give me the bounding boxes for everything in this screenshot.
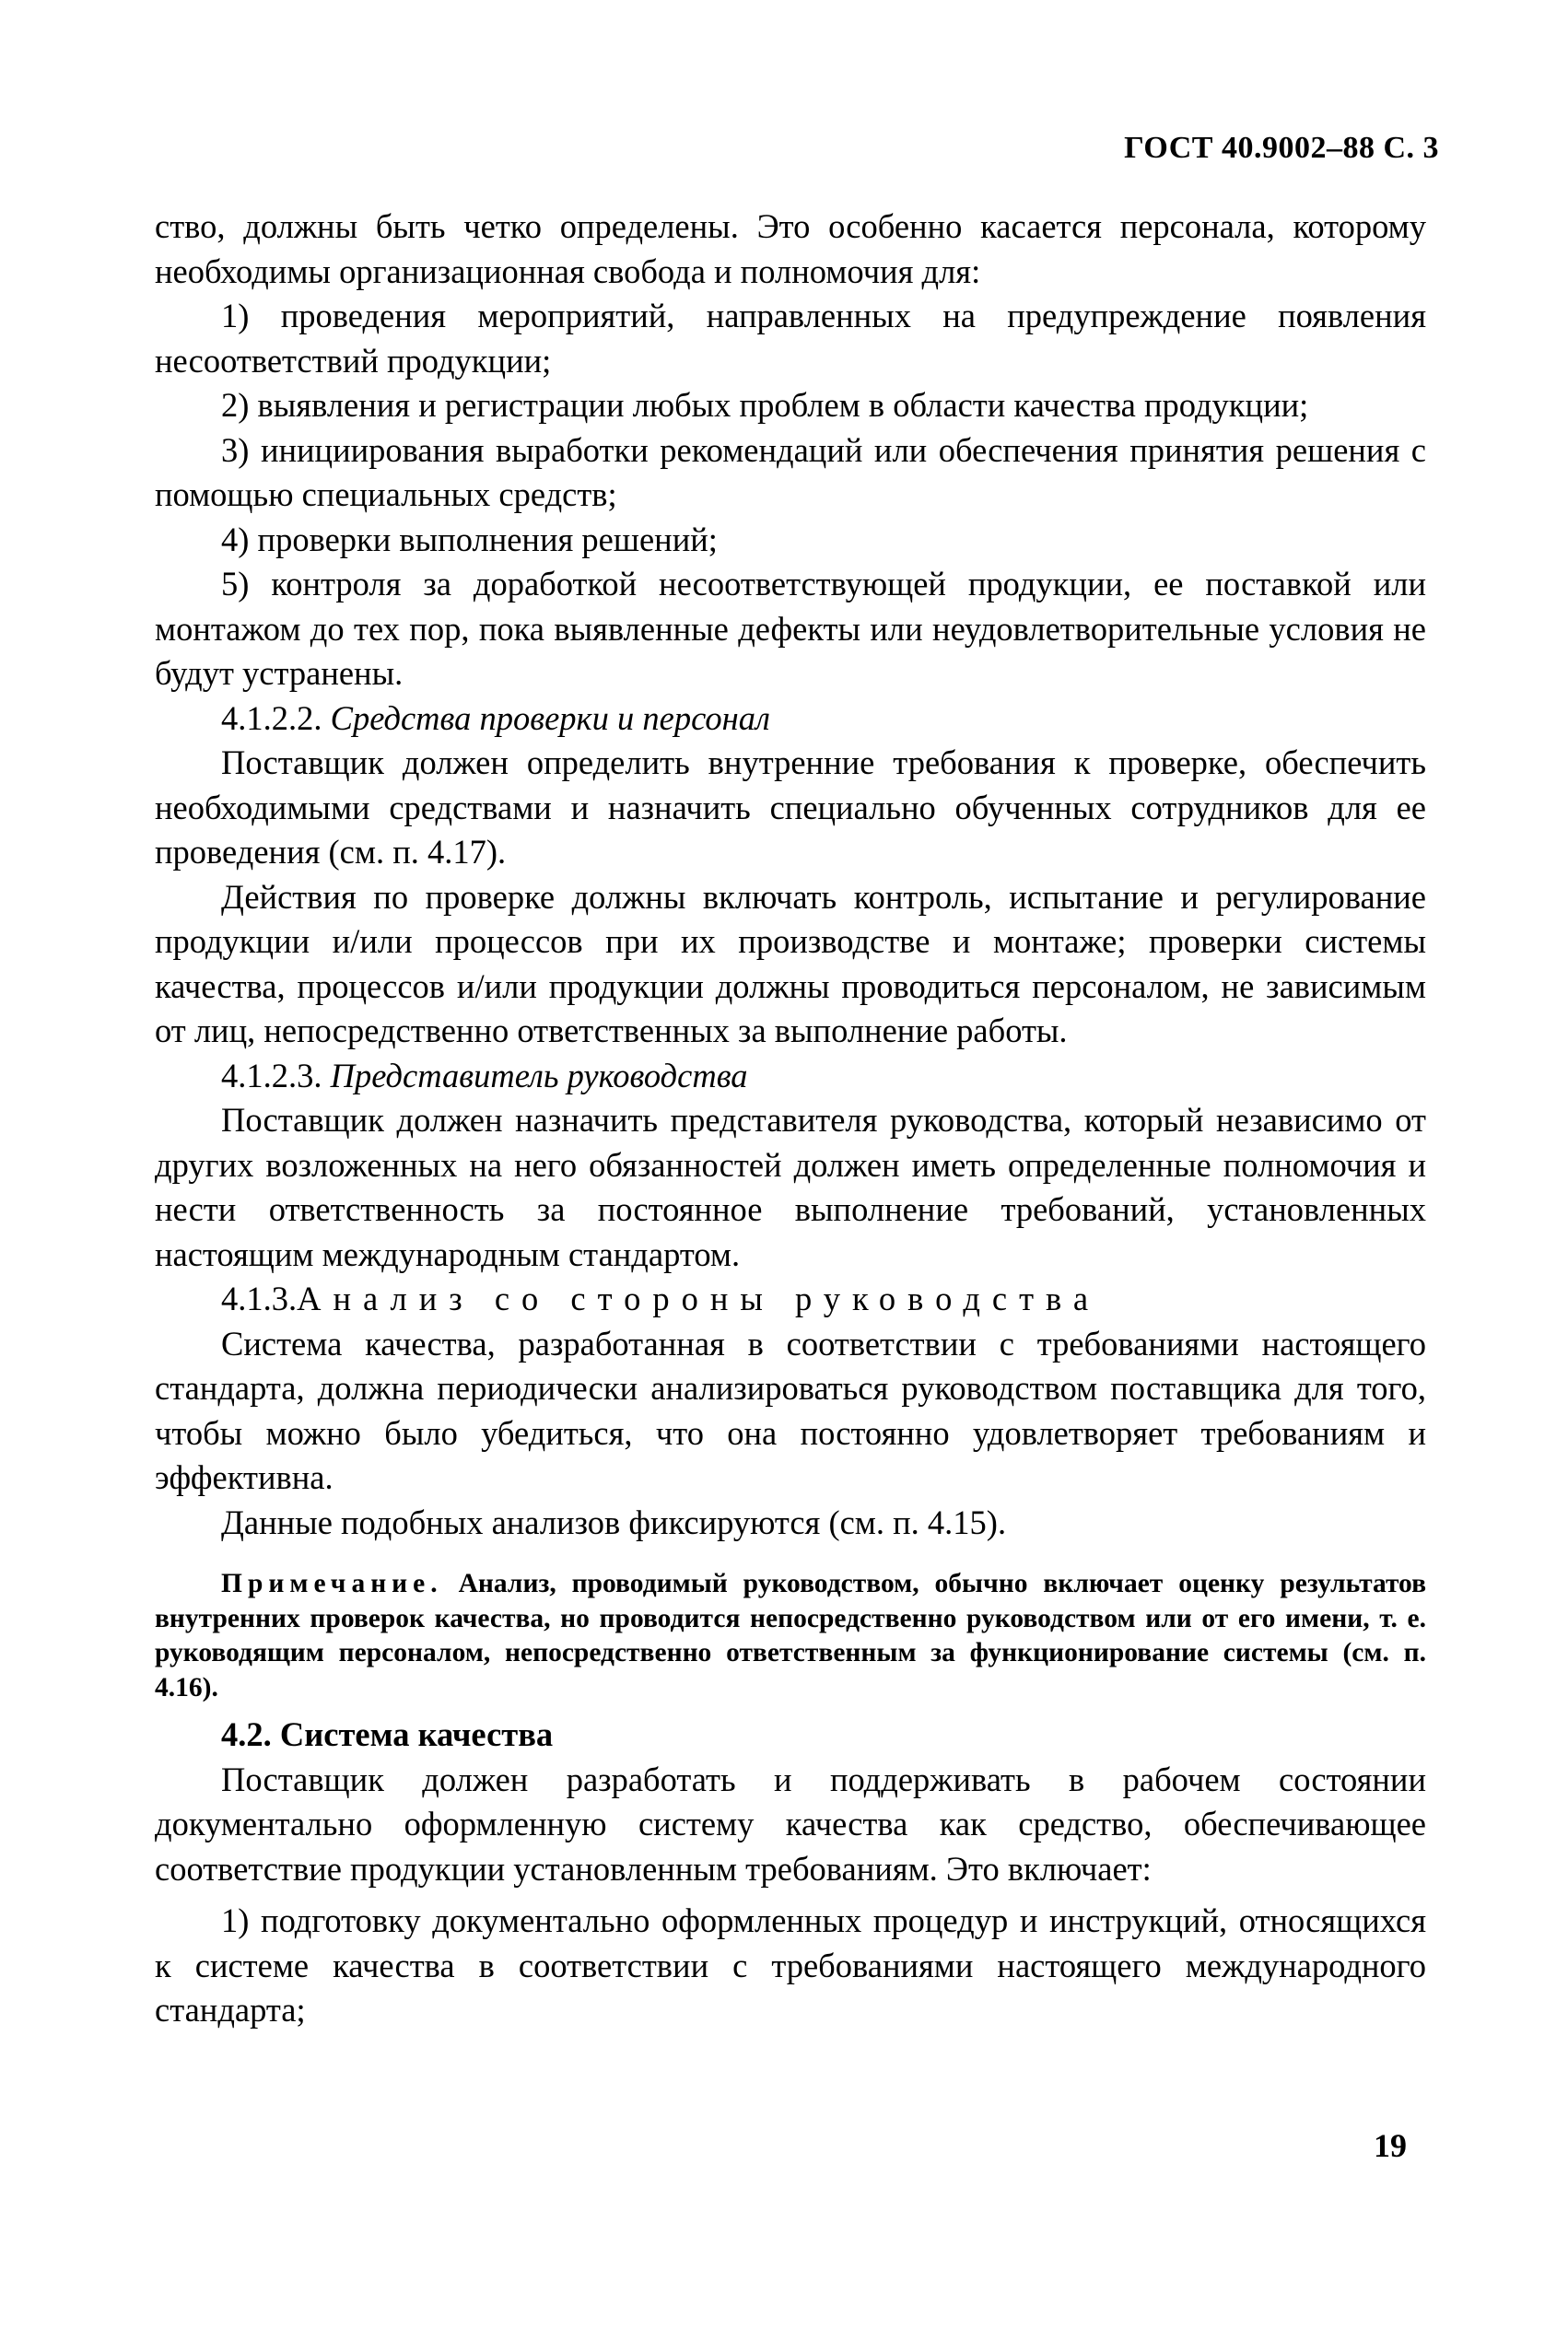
- paragraph: Данные подобных анализов фиксируются (см. п. 4.15).: [221, 1503, 1007, 1541]
- section-number: 4.1.2.3.: [221, 1056, 322, 1094]
- section-heading-4-1-2-2: [155, 696, 1426, 742]
- paragraph: Поставщик должен разработать и поддерживать в рабочем состоянии документально оформленную систему качества как средство, обеспечивающее соответствие продукции установленным требованиям. Это включает:: [155, 1760, 1426, 1888]
- list-item-1: 1) подготовку документально оформленных процедур и инструкций, относящихся к системе качества в соответствии с требованиями настоящего международного стандарта;: [155, 1901, 1426, 2029]
- section-number: 4.1.3.: [221, 1280, 298, 1317]
- paragraph: Поставщик должен определить внутренние требования к проверке, обеспечить необходимыми средствами и назначить специально обученных сотрудников для ее проведения (см. п. 4.17).: [155, 743, 1426, 871]
- list-item-4: 4) проверки выполнения решений;: [221, 520, 718, 558]
- section-title: Средства проверки и персонал: [330, 698, 770, 737]
- section-title: Представитель руководства: [330, 1056, 748, 1094]
- paragraph: Действия по проверке должны включать контроль, испытание и регулирование продукции и/или процессов при их производстве и монтаже; проверки системы качества, процессов и/или продукции должны проводиться персоналом, не зависимым от лиц, непосредственно ответственных за выполнение работы.: [155, 877, 1426, 1049]
- page-header: ГОСТ 40.9002–88 С. 3: [1124, 131, 1439, 165]
- note-label: Примечание.: [221, 1569, 443, 1598]
- paragraph: Поставщик должен назначить представителя руководства, который независимо от других возложенных на него обязанностей должен иметь определенные полномочия и нести ответственность за постоянное выполнение требований, установленных настоящим международным стандартом.: [155, 1101, 1426, 1273]
- paragraph: Система качества, разработанная в соответствии с требованиями настоящего стандарта, должна периодически анализироваться руководством поставщика для того, чтобы можно было убедиться, что она постоянно удовлетворяет требованиям и эффективна.: [155, 1324, 1426, 1496]
- list-item-3: 3) инициирования выработки рекомендаций или обеспечения принятия решения с помощью специальных средств;: [155, 430, 1426, 513]
- page-number: 19: [1374, 2127, 1407, 2164]
- section-title: Анализ со стороны руководства: [297, 1280, 1101, 1317]
- list-item-5: 5) контроля за доработкой несоответствующей продукции, ее поставкой или монтажом до тех пор, пока выявленные дефекты или неудовлетворительные условия не будут устранены.: [155, 565, 1426, 692]
- note: [155, 1567, 1426, 1705]
- section-heading-4-1-3: [155, 1277, 1426, 1322]
- page-body: [155, 205, 1426, 2033]
- list-item-1: 1) проведения мероприятий, направленных на предупреждение появления несоответствий продукции;: [155, 297, 1426, 380]
- section-heading-4-1-2-3: [155, 1054, 1426, 1099]
- list-item-2: 2) выявления и регистрации любых проблем в области качества продукции;: [221, 386, 1309, 424]
- paragraph-continuation: ство, должны быть четко определены. Это особенно касается персонала, которому необходимы организационная свобода и полномочия для:: [155, 207, 1426, 290]
- section-heading-4-2: 4.2. Система качества: [221, 1715, 554, 1753]
- section-number: 4.1.2.2.: [221, 698, 322, 737]
- note-text: Анализ, проводимый руководством, обычно включает оценку результатов внутренних проверок качества, но проводится непосредственно руководством или от его имени, т. е. руководящим персоналом, непосредственно ответственным за функционирование системы (см. п. 4.16).: [155, 1569, 1426, 1702]
